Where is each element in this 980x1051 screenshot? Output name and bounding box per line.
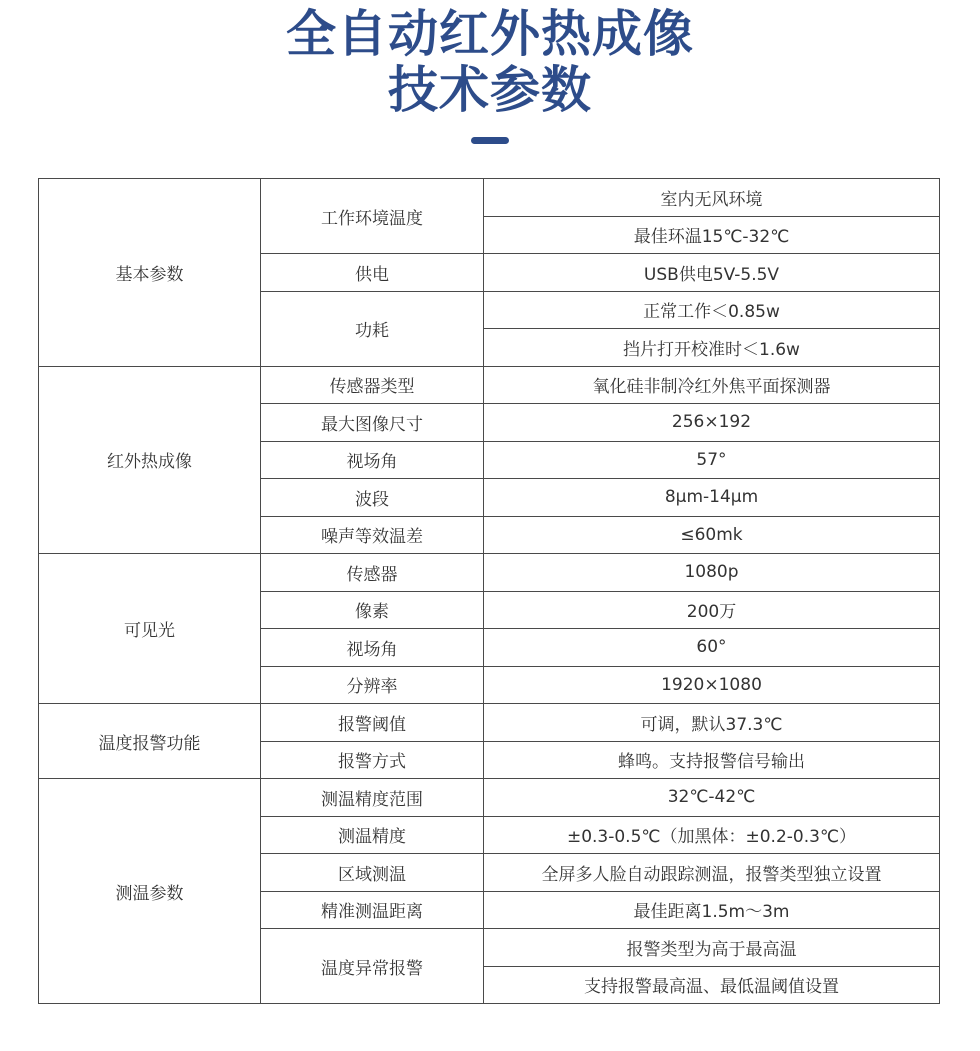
param-name-cell: 温度异常报警	[261, 929, 484, 1004]
param-value-cell: ≤60mk	[484, 516, 940, 554]
param-value-cell: 1080p	[484, 554, 940, 592]
param-value-cell: 氧化硅非制冷红外焦平面探测器	[484, 366, 940, 404]
table-row	[39, 704, 940, 742]
param-value-cell: 1920×1080	[484, 666, 940, 704]
param-name-cell: 视场角	[261, 629, 484, 667]
section-name-cell: 测温参数	[39, 779, 261, 1004]
section-name-cell: 基本参数	[39, 179, 261, 367]
param-name-cell: 测温精度范围	[261, 779, 484, 817]
param-value-cell: 60°	[484, 629, 940, 667]
param-name-cell: 供电	[261, 254, 484, 292]
param-value-cell: 8μm-14μm	[484, 479, 940, 517]
param-name-cell: 精准测温距离	[261, 891, 484, 929]
param-name-cell: 最大图像尺寸	[261, 404, 484, 442]
table-row	[39, 366, 940, 404]
page-title	[0, 6, 980, 118]
table-row	[39, 554, 940, 592]
param-value-cell: 可调，默认37.3℃	[484, 704, 940, 742]
title-underline-bar	[471, 137, 509, 144]
param-name-cell: 测温精度	[261, 816, 484, 854]
param-name-cell: 视场角	[261, 441, 484, 479]
param-value-cell: 57°	[484, 441, 940, 479]
section-name-cell: 可见光	[39, 554, 261, 704]
param-name-cell: 报警方式	[261, 741, 484, 779]
param-value-cell: 最佳距离1.5m～3m	[484, 891, 940, 929]
param-value-cell: 最佳环温15℃-32℃	[484, 216, 940, 254]
table-row	[39, 179, 940, 217]
param-value-cell: ±0.3-0.5℃（加黑体：±0.2-0.3℃）	[484, 816, 940, 854]
param-name-cell: 传感器类型	[261, 366, 484, 404]
spec-table	[38, 178, 940, 1004]
param-value-cell: USB供电5V-5.5V	[484, 254, 940, 292]
param-name-cell: 区域测温	[261, 854, 484, 892]
section-name-cell: 温度报警功能	[39, 704, 261, 779]
param-value-cell: 正常工作＜0.85w	[484, 291, 940, 329]
section-name-cell: 红外热成像	[39, 366, 261, 554]
param-name-cell: 功耗	[261, 291, 484, 366]
table-row	[39, 779, 940, 817]
param-value-cell: 32℃-42℃	[484, 779, 940, 817]
param-value-cell: 支持报警最高温、最低温阈值设置	[484, 966, 940, 1004]
param-value-cell: 蜂鸣。支持报警信号输出	[484, 741, 940, 779]
param-name-cell: 工作环境温度	[261, 179, 484, 254]
param-value-cell: 挡片打开校准时＜1.6w	[484, 329, 940, 367]
param-name-cell: 噪声等效温差	[261, 516, 484, 554]
title-line-1: 全自动红外热成像	[286, 5, 694, 63]
param-name-cell: 分辨率	[261, 666, 484, 704]
param-value-cell: 200万	[484, 591, 940, 629]
param-name-cell: 像素	[261, 591, 484, 629]
param-value-cell: 256×192	[484, 404, 940, 442]
param-name-cell: 传感器	[261, 554, 484, 592]
param-value-cell: 全屏多人脸自动跟踪测温，报警类型独立设置	[484, 854, 940, 892]
param-name-cell: 波段	[261, 479, 484, 517]
param-value-cell: 室内无风环境	[484, 179, 940, 217]
param-value-cell: 报警类型为高于最高温	[484, 929, 940, 967]
title-line-2: 技术参数	[388, 61, 592, 119]
param-name-cell: 报警阈值	[261, 704, 484, 742]
